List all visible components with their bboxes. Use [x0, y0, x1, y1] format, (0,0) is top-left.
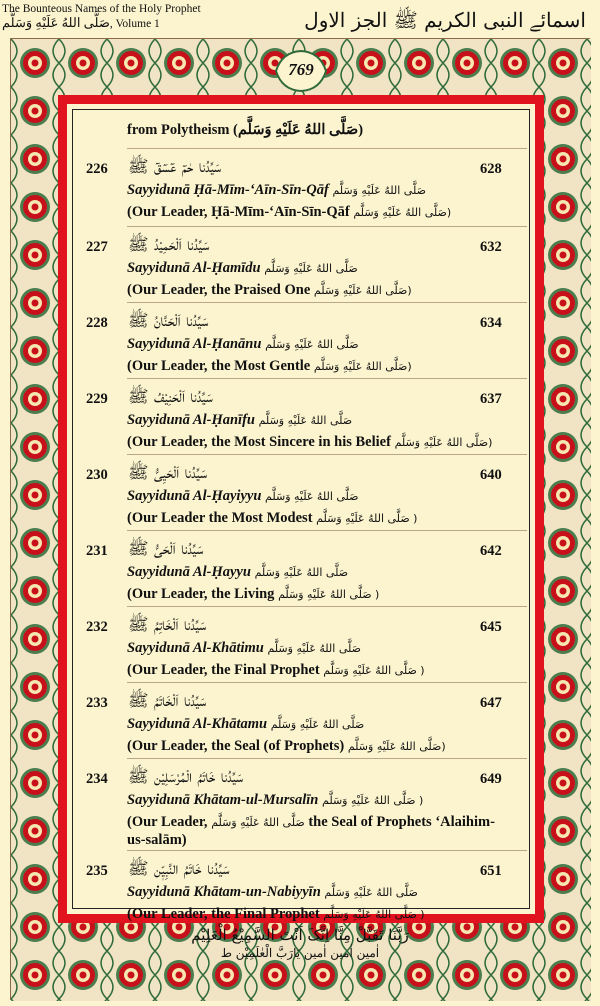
- salawat-suffix: صَلَّى اللهُ عَلَيْهِ وَسَلَّم: [258, 414, 353, 427]
- entry-divider: [127, 378, 527, 379]
- footer-supplication: [72, 926, 528, 960]
- entry-page-ref: 649: [480, 771, 502, 787]
- entry-arabic-name: سَیِّدُنا اَلْحَنِیْفُ ﷺ: [128, 387, 213, 407]
- entry-number: 235: [86, 863, 108, 879]
- entry-transliteration: Sayyidunā Al-Ḥanānu صَلَّى اللهُ عَلَيْهِ وَسَلَّم: [127, 336, 359, 352]
- entry-divider: [127, 682, 527, 683]
- salawat-suffix: صَلَّى اللهُ عَلَيْهِ وَسَلَّم: [264, 262, 358, 275]
- entry-translation: (Our Leader, the Most Sincere in his Belief صَلَّى اللهُ عَلَيْهِ وَسَلَّم): [127, 434, 493, 450]
- entry-transliteration: Sayyidunā Al-Ḥayiyyu صَلَّى اللهُ عَلَيْهِ وَسَلَّم: [127, 488, 359, 504]
- entry-transliteration: Sayyidunā Ḥā-Mīm-‘Aīn-Sīn-Qāf صَلَّى اللهُ عَلَيْهِ وَسَلَّم: [127, 182, 426, 198]
- salawat-calligraphy: صَلَّى اللهُ عَلَيْهِ وَسَلَّم: [2, 15, 110, 30]
- entry-translation: (Our Leader, the Final Prophet صَلَّى اللهُ عَلَيْهِ وَسَلَّم ): [127, 662, 425, 678]
- salawat-suffix: صَلَّى اللهُ عَلَيْهِ وَسَلَّم ): [316, 512, 418, 525]
- entry-number: 227: [86, 239, 108, 255]
- footer-line2: اٰمین اٰمین اٰمین یَارَبَّ الْعٰلَمِیْن ط: [220, 946, 380, 960]
- salawat-suffix: صَلَّى اللهُ عَلَيْهِ وَسَلَّم): [313, 360, 412, 373]
- entry-translation: (Our Leader, the Living صَلَّى اللهُ عَلَيْهِ وَسَلَّم ): [127, 586, 380, 602]
- entry-page-ref: 651: [480, 863, 502, 879]
- salawat-suffix: صَلَّى اللهُ عَلَيْهِ وَسَلَّم: [265, 490, 359, 503]
- entry-translation: (Our Leader, the Seal (of Prophets) صَلَّى اللهُ عَلَيْهِ وَسَلَّم): [127, 738, 446, 754]
- entry-page-ref: 632: [480, 239, 502, 255]
- entry-number: 229: [86, 391, 108, 407]
- salawat-suffix: صَلَّى اللهُ عَلَيْهِ وَسَلَّم ): [323, 664, 425, 677]
- salawat-suffix: صَلَّى اللهُ عَلَيْهِ وَسَلَّم ): [322, 794, 424, 807]
- page-number: 769: [288, 60, 314, 79]
- entry-number: 234: [86, 771, 108, 787]
- entry-page-ref: 647: [480, 695, 502, 711]
- salawat-suffix: صَلَّى اللهُ عَلَيْهِ وَسَلَّم: [332, 184, 426, 197]
- entry-arabic-name: سَیِّدُنا حٰمٓ عٓسٓقٓ ﷺ: [128, 157, 222, 177]
- entry-number: 228: [86, 315, 108, 331]
- footer-line1: رَبَّنَا تَقَبَّلْ مِنَّا اِنَّکَ اَنْتَ السَّمِیْعُ الْعَلِیْم: [191, 926, 409, 944]
- entry-arabic-name: سَیِّدُنا خَاتَمُ الْمُرْسَلِیْن ﷺ: [128, 767, 244, 787]
- entry-divider: [127, 530, 527, 531]
- entry-translation: (Our Leader, صَلَّى اللهُ عَلَيْهِ وَسَلَّم the Seal of Prophets ‘Alaihim-: [127, 814, 495, 830]
- book-title: [2, 2, 201, 31]
- entry-number: 233: [86, 695, 108, 711]
- entry-divider: [127, 758, 527, 759]
- book-title-volume: , Volume 1: [109, 18, 160, 30]
- salawat-suffix: صَلَّى اللهُ عَلَيْهِ وَسَلَّم: [270, 718, 365, 731]
- entry-transliteration: Sayyidunā Al-Ḥayyu صَلَّى اللهُ عَلَيْهِ وَسَلَّم: [127, 564, 349, 580]
- page-number-badge: [272, 48, 330, 94]
- salawat-suffix: صَلَّى اللهُ عَلَيْهِ وَسَلَّم ): [278, 588, 380, 601]
- entry-page-ref: 637: [480, 391, 502, 407]
- entry-number: 230: [86, 467, 108, 483]
- salawat-suffix: صَلَّى اللهُ عَلَيْهِ وَسَلَّم): [353, 206, 452, 219]
- salawat-suffix: صَلَّى اللهُ عَلَيْهِ وَسَلَّم): [313, 284, 412, 297]
- entry-arabic-name: سَیِّدُنا اَلْحَمِیْدُ ﷺ: [128, 235, 210, 255]
- entry-transliteration: Sayyidunā Al-Ḥamīdu صَلَّى اللهُ عَلَيْهِ وَسَلَّم: [127, 260, 358, 276]
- entry-page-ref: 634: [480, 315, 502, 331]
- entry-transliteration: Sayyidunā Al-Khātimu صَلَّى اللهُ عَلَيْهِ وَسَلَّم: [127, 640, 361, 656]
- entry-divider: [127, 606, 527, 607]
- entry-number: 231: [86, 543, 108, 559]
- entry-divider: [127, 302, 527, 303]
- book-title-line1: The Bounteous Names of the Holy Prophet: [2, 3, 201, 15]
- entry-translation: (Our Leader, Ḥā-Mīm-‘Aīn-Sīn-Qāf صَلَّى اللهُ عَلَيْهِ وَسَلَّم): [127, 204, 452, 220]
- entry-translation: (Our Leader, the Most Gentle صَلَّى اللهُ عَلَيْهِ وَسَلَّم): [127, 358, 412, 374]
- entry-arabic-name: سَیِّدُنا اَلْحَنَّانُ ﷺ: [128, 311, 209, 331]
- entry-divider: [127, 454, 527, 455]
- entry-transliteration: Sayyidunā Al-Khātamu صَلَّى اللهُ عَلَيْهِ وَسَلَّم: [127, 716, 365, 732]
- salawat-suffix: صَلَّى اللهُ عَلَيْهِ وَسَلَّم ): [323, 908, 425, 921]
- entry-translation-cont: us-salām): [127, 832, 187, 848]
- entry-page-ref: 642: [480, 543, 502, 559]
- continuation-line: from Polytheism (صَلَّى اللهُ عَلَيْهِ وَسَلَّم): [127, 122, 364, 138]
- entry-arabic-name: سَیِّدُنا اَلْحَیُّ ﷺ: [128, 539, 204, 559]
- salawat-suffix: صَلَّى اللهُ عَلَيْهِ وَسَلَّم: [211, 816, 305, 829]
- entry-number: 226: [86, 161, 108, 177]
- entry-page-ref: 640: [480, 467, 502, 483]
- entry-translation: (Our Leader, the Praised One صَلَّى اللهُ عَلَيْهِ وَسَلَّم): [127, 282, 412, 298]
- entry-page-ref: 645: [480, 619, 502, 635]
- salawat-suffix: صَلَّى اللهُ عَلَيْهِ وَسَلَّم: [324, 886, 418, 899]
- entry-divider: [127, 148, 527, 149]
- entry-arabic-name: سَیِّدُنا خَاتَمُ النَّبِیّٖن ﷺ: [128, 859, 230, 879]
- entry-transliteration: Sayyidunā Al-Ḥanīfu صَلَّى اللهُ عَلَيْهِ وَسَلَّم: [127, 412, 353, 428]
- salawat-suffix: صَلَّى اللهُ عَلَيْهِ وَسَلَّم): [394, 436, 493, 449]
- entry-divider: [127, 226, 527, 227]
- salawat-suffix: صَلَّى اللهُ عَلَيْهِ وَسَلَّم: [265, 338, 359, 351]
- entry-divider: [127, 850, 527, 851]
- entry-transliteration: Sayyidunā Khātam-ul-Mursalīn صَلَّى اللهُ عَلَيْهِ وَسَلَّم ): [127, 792, 424, 808]
- entry-number: 232: [86, 619, 108, 635]
- salawat-suffix: صَلَّى اللهُ عَلَيْهِ وَسَلَّم): [347, 740, 446, 753]
- entry-page-ref: 628: [480, 161, 502, 177]
- salawat-suffix: صَلَّى اللهُ عَلَيْهِ وَسَلَّم: [254, 566, 349, 579]
- entry-translation: (Our Leader the Most Modest صَلَّى اللهُ عَلَيْهِ وَسَلَّم ): [127, 510, 418, 526]
- entry-arabic-name: سَیِّدُنا اَلْخَاتَمُ ﷺ: [128, 691, 207, 711]
- salawat-suffix: صَلَّى اللهُ عَلَيْهِ وَسَلَّم: [267, 642, 361, 655]
- entry-arabic-name: سَیِّدُنا اَلْخَاتِمُ ﷺ: [128, 615, 207, 635]
- entry-translation: (Our Leader, the Final Prophet صَلَّى اللهُ عَلَيْهِ وَسَلَّم ): [127, 906, 425, 922]
- arabic-book-title: اسمائے النبی الکریم ﷺ الجز الاول: [304, 8, 586, 32]
- entry-transliteration: Sayyidunā Khātam-un-Nabiyyīn صَلَّى اللهُ عَلَيْهِ وَسَلَّم: [127, 884, 418, 900]
- entry-arabic-name: سَیِّدُنا اَلْحَیِیُّ ﷺ: [128, 463, 208, 483]
